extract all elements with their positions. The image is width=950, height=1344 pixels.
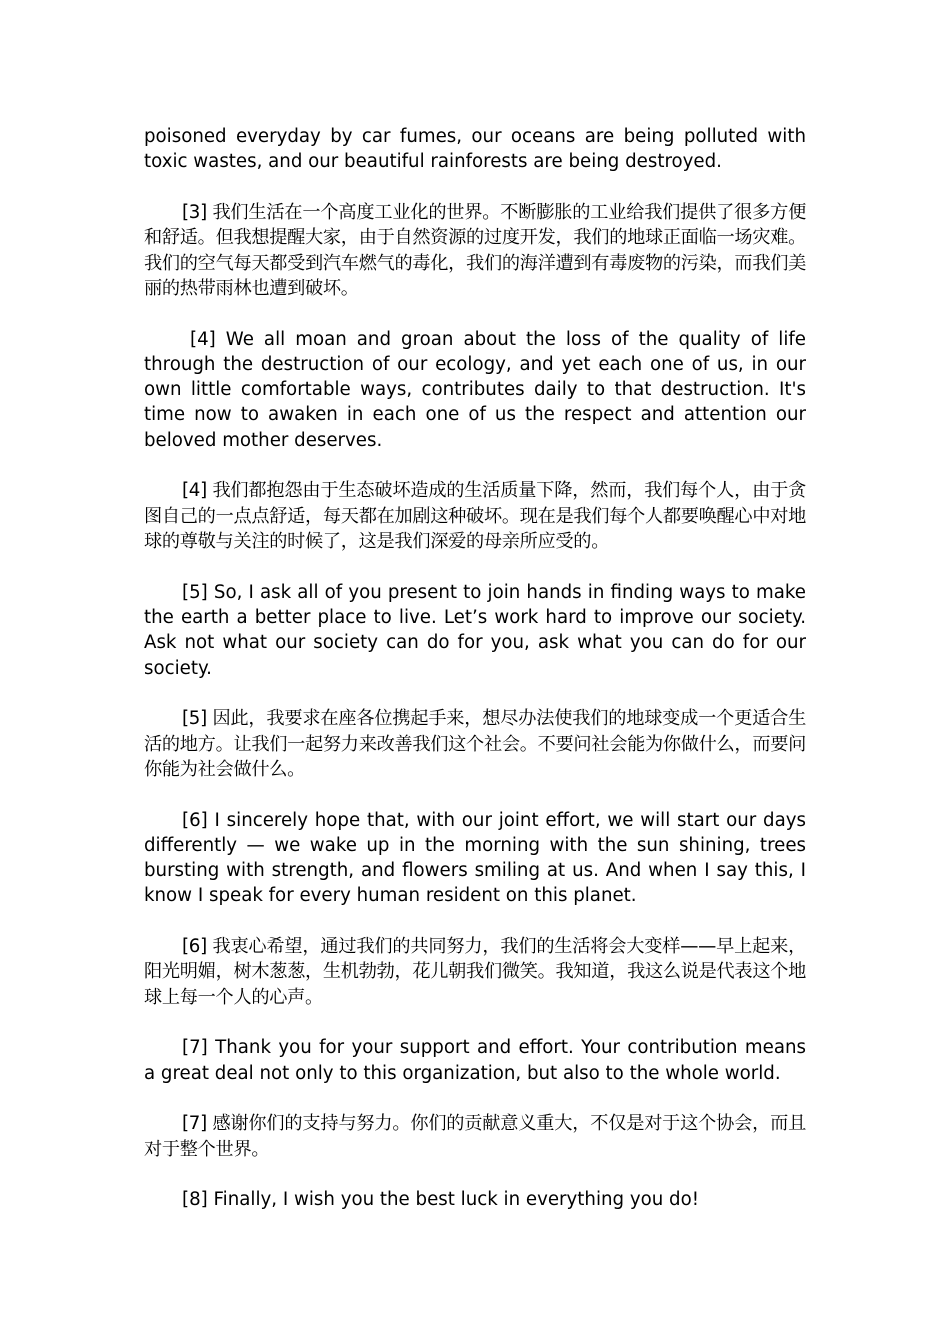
paragraph-3-chinese: [3] 我们生活在一个高度工业化的世界。不断膨胀的工业给我们提供了很多方便和舒适。但我想提醒大家，由于自然资源的过度开发，我们的地球正面临一场灾难。我们的空气每天都受到汽车燃气的毒化，我们的海洋遭到有毒废物的污染，而我们美丽的热带雨林也遭到破坏。 xyxy=(144,201,806,299)
paragraph-5-chinese: [5] 因此，我要求在座各位携起手来，想尽办法使我们的地球变成一个更适合生活的地方。让我们一起努力来改善我们这个社会。不要问社会能为你做什么，而要问你能为社会做什么。 xyxy=(144,708,806,780)
paragraph-8-english: [8] Finally, I wish you the best luck in everything you do! xyxy=(182,1189,700,1211)
paragraph-4-chinese: [4] 我们都抱怨由于生态破坏造成的生活质量下降，然而，我们每个人，由于贪图自己的一点点舒适，每天都在加剧这种破坏。现在是我们每个人都要唤醒心中对地球的尊敬与关注的时候了，这是我们深爱的母亲所应受的。 xyxy=(144,480,806,553)
paragraph-4-english: [4] We all moan and groan about the loss of the quality of life through the destruction of our ecology, and yet each one of us, in our own little comfortable ways, contributes daily to that destruction. It's time now to awaken in each one of us the respect and attention our beloved mother deserves. xyxy=(144,328,806,451)
document-page xyxy=(144,124,806,1213)
paragraph-5-english: [5] So, I ask all of you present to join hands in finding ways to make the earth a better place to live. Let’s work hard to improve our society. Ask not what our society can do for you, ask what you can do for our society. xyxy=(144,581,806,679)
paragraph-6-english: [6] I sincerely hope that, with our joint effort, we will start our days differently — we wake up in the morning with the sun shining, trees bursting with strength, and flowers smiling at us. And when I say this, I know I speak for every human resident on this planet. xyxy=(144,809,806,907)
paragraph-7-english: [7] Thank you for your support and effort. Your contribution means a great deal not only to this organization, but also to the whole world. xyxy=(144,1037,806,1084)
paragraph-7-chinese: [7] 感谢你们的支持与努力。你们的贡献意义重大，不仅是对于这个协会，而且对于整个世界。 xyxy=(144,1113,806,1160)
paragraph-6-chinese: [6] 我衷心希望，通过我们的共同努力，我们的生活将会大变样——早上起来，阳光明媚，树木葱葱，生机勃勃，花儿朝我们微笑。我知道，我这么说是代表这个地球上每一个人的心声。 xyxy=(144,936,806,1008)
paragraph-3-english-continuation: poisoned everyday by car fumes, our oceans are being polluted with toxic wastes, and our beautiful rainforests are being destroyed. xyxy=(144,126,806,173)
